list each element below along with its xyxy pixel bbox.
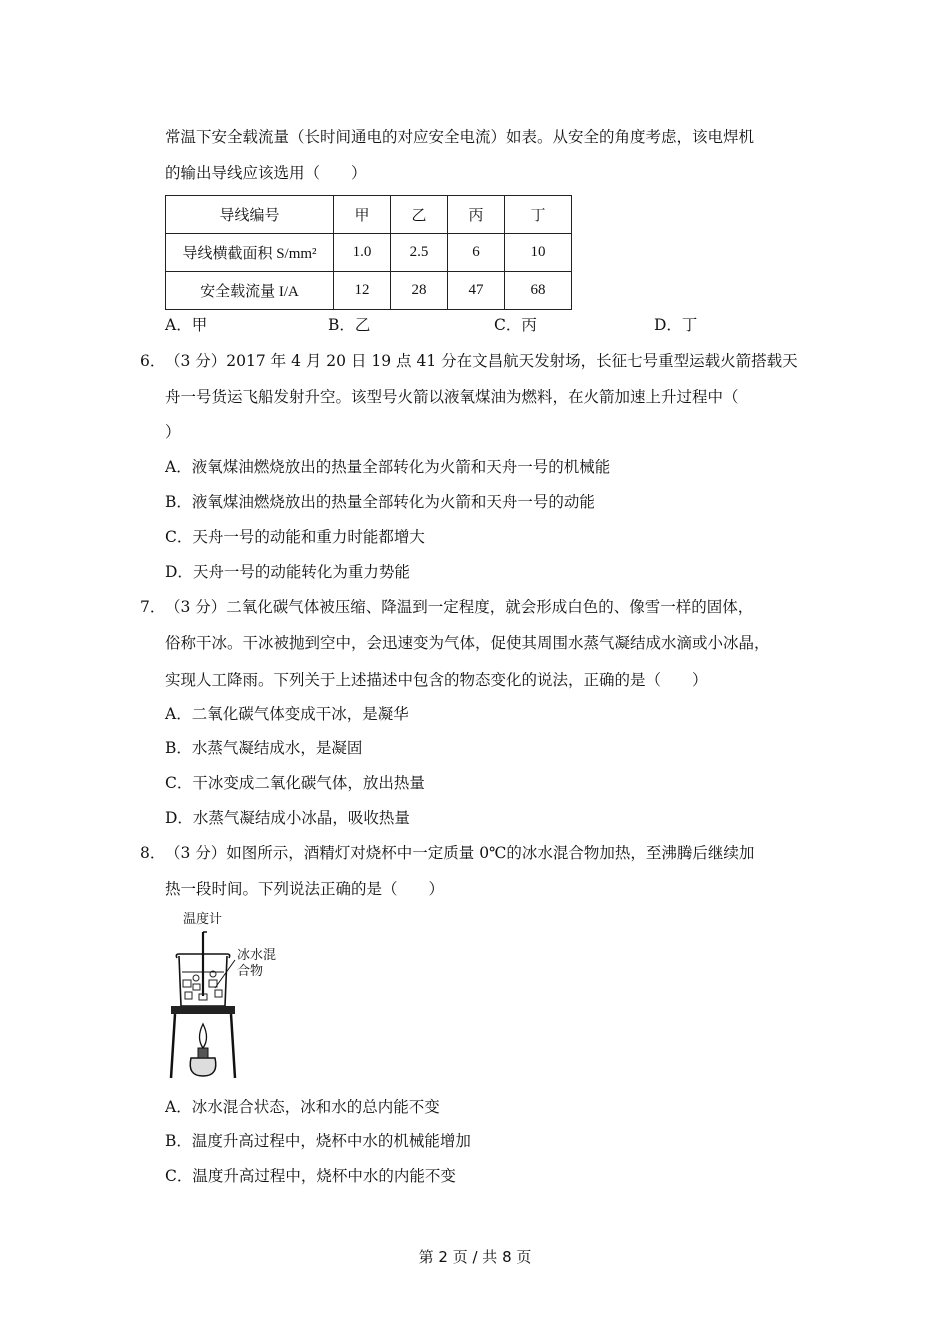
q7-option-a: A．二氧化碳气体变成干冰，是凝华 [165, 705, 409, 723]
q7-option-d: D．水蒸气凝结成小冰晶，吸收热量 [165, 809, 410, 827]
table-cell: 导线编号 [166, 196, 334, 234]
mixture-label-1: 冰水混 [237, 948, 277, 963]
q6-line-2: 舟一号货运飞船发射升空。该型号火箭以液氧煤油为燃料，在火箭加速上升过程中（ [165, 388, 739, 406]
q8-number: 8． [140, 844, 166, 862]
mixture-label-2: 合物 [237, 964, 264, 979]
thermometer-label: 温度计 [183, 912, 223, 927]
table-cell: 2.5 [391, 234, 448, 272]
q6-option-c: C．天舟一号的动能和重力时能都增大 [165, 528, 425, 546]
q5-option-b: B．乙 [328, 316, 371, 334]
q5-option-d: D．丁 [654, 316, 698, 334]
table-cell: 68 [505, 272, 572, 310]
table-cell: 丙 [448, 196, 505, 234]
q7-option-b: B．水蒸气凝结成水，是凝固 [165, 739, 363, 757]
q8-line-2: 热一段时间。下列说法正确的是（ ） [165, 880, 445, 898]
table-cell: 28 [391, 272, 448, 310]
table-cell: 10 [505, 234, 572, 272]
q6-option-a: A．液氧煤油燃烧放出的热量全部转化为火箭和天舟一号的机械能 [165, 458, 611, 476]
table-row [166, 196, 572, 234]
q8-option-c: C．温度升高过程中，烧杯中水的内能不变 [165, 1167, 456, 1185]
q5-option-a: A．甲 [165, 316, 208, 334]
table-cell: 丁 [505, 196, 572, 234]
q8-line-1: （3 分）如图所示，酒精灯对烧杯中一定质量 0℃的冰水混合物加热，至沸腾后继续加 [165, 844, 755, 862]
intro-line-2: 的输出导线应该选用（ ） [165, 164, 367, 182]
q7-number: 7． [140, 598, 166, 616]
beaker-figure [165, 908, 300, 1083]
q5-option-c: C．丙 [494, 316, 537, 334]
wire-table [165, 195, 572, 310]
q7-option-c: C．干冰变成二氧化碳气体，放出热量 [165, 774, 425, 792]
beaker-setup-icon [165, 908, 300, 1083]
q7-line-2: 俗称干冰。干冰被抛到空中，会迅速变为气体，促使其周围水蒸气凝结成水滴或小冰晶， [165, 634, 770, 652]
q6-number: 6． [140, 352, 166, 370]
table-cell: 1.0 [334, 234, 391, 272]
q6-line-1: （3 分）2017 年 4 月 20 日 19 点 41 分在文昌航天发射场，长征七号重型运载火箭搭载天 [165, 352, 798, 370]
intro-line-1: 常温下安全载流量（长时间通电的对应安全电流）如表。从安全的角度考虑，该电焊机 [165, 128, 755, 146]
table-cell: 12 [334, 272, 391, 310]
q8-option-a: A．冰水混合状态，冰和水的总内能不变 [165, 1098, 440, 1116]
table-cell: 导线横截面积 S/mm² [166, 234, 334, 272]
table-row [166, 234, 572, 272]
table-cell: 47 [448, 272, 505, 310]
q7-line-1: （3 分）二氧化碳气体被压缩、降温到一定程度，就会形成白色的、像雪一样的固体， [165, 598, 754, 616]
table-row [166, 272, 572, 310]
table-cell: 乙 [391, 196, 448, 234]
table-cell: 甲 [334, 196, 391, 234]
table-cell: 6 [448, 234, 505, 272]
q7-line-3: 实现人工降雨。下列关于上述描述中包含的物态变化的说法，正确的是（ ） [165, 671, 708, 689]
q6-option-d: D．天舟一号的动能转化为重力势能 [165, 563, 410, 581]
q8-option-b: B．温度升高过程中，烧杯中水的机械能增加 [165, 1132, 471, 1150]
page-footer: 第 2 页 / 共 8 页 [418, 1248, 532, 1266]
table-cell: 安全载流量 I/A [166, 272, 334, 310]
q6-line-3: ） [165, 423, 181, 441]
q6-option-b: B．液氧煤油燃烧放出的热量全部转化为火箭和天舟一号的动能 [165, 493, 595, 511]
